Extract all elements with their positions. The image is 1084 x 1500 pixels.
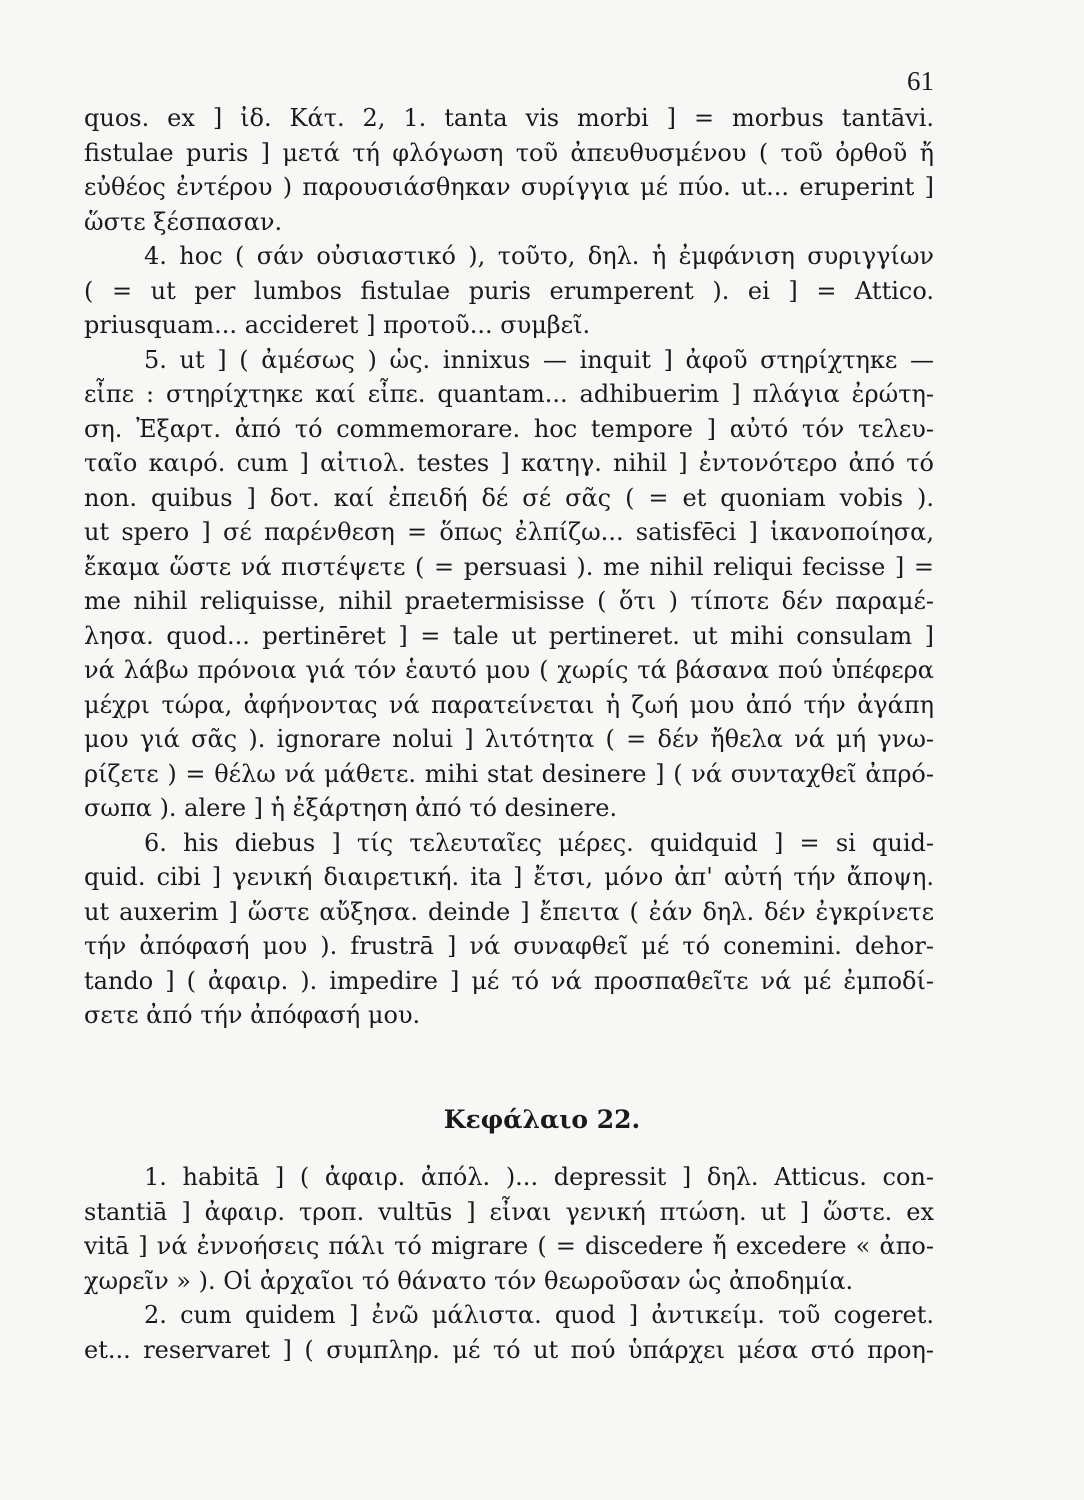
text-line: ση. Ἐξαρτ. ἀπό τό commemorare. hoc tempore ] αὐτό τόν τελευ-	[84, 414, 934, 443]
text-line: non. quibus ] δοτ. καί ἐπειδή δέ σέ σᾶς ( = et quoniam vobis ).	[84, 483, 934, 512]
text-line: ταῖο καιρό. cum ] αἰτιολ. testes ] κατηγ. nihil ] ἐντονότερο ἀπό τό	[84, 449, 934, 477]
text-line: 5. ut ] ( ἀμέσως ) ὡς. innixus — inquit ] ἀφοῦ στηρίχτηκε —	[144, 345, 934, 374]
text-line: tando ] ( ἀφαιρ. ). impedire ] μέ τό νά προσπαθεῖτε νά μέ ἐμποδί-	[84, 966, 934, 995]
text-line: μου γιά σᾶς ). ignorare nolui ] λιτότητα ( = δέν ἤθελα νά μή γνω-	[84, 725, 934, 753]
text-line: stantiā ] ἀφαιρ. τροπ. vultūs ] εἶναι γενική πτώση. ut ] ὥστε. ex	[84, 1197, 934, 1226]
text-line: fistulae puris ] μετά τή φλόγωση τοῦ ἀπευθυσμένου ( τοῦ ὀρθοῦ ἤ	[84, 138, 934, 167]
text-line: ( = ut per lumbos fistulae puris erumperent ). ei ] = Attico.	[84, 276, 934, 305]
text-line: vitā ] νά ἐννοήσεις πάλι τό migrare ( = discedere ἤ excedere « ἀπο-	[84, 1232, 934, 1260]
text-line: σετε ἀπό τήν ἀπόφασή μου.	[84, 1001, 421, 1029]
text-line: priusquam... accideret ] προτοῦ... συμβεῖ.	[84, 311, 591, 339]
text-line: ρίζετε ) = θέλω νά μάθετε. mihi stat desinere ] ( νά συνταχθεῖ ἀπρό-	[84, 759, 934, 788]
text-line: σωπα ). alere ] ἡ ἐξάρτηση ἀπό τό desinere.	[84, 794, 618, 822]
text-line: quid. cibi ] γενική διαιρετική. ita ] ἔτσι, μόνο ἀπ' αὐτή τήν ἄποψη.	[84, 863, 934, 891]
text-line: 6. his diebus ] τίς τελευταῖες μέρες. quidquid ] = si quid-	[144, 828, 934, 857]
text-line: νά λάβω πρόνοια γιά τόν ἑαυτό μου ( χωρίς τά βάσανα πού ὑπέφερα	[84, 656, 934, 684]
text-line: τήν ἀπόφασή μου ). frustrā ] νά συναφθεῖ μέ τό conemini. dehor-	[84, 932, 934, 960]
text-line: ἔκαμα ὥστε νά πιστέψετε ( = persuasi ). me nihil reliqui fecisse ] =	[84, 552, 934, 581]
text-line: ὥστε ξέσπασαν.	[84, 207, 283, 236]
page-number: 61	[907, 66, 934, 96]
text-line: χωρεῖν » ). Οἱ ἀρχαῖοι τό θάνατο τόν θεωροῦσαν ὡς ἀποδημία.	[84, 1266, 854, 1295]
text-line: ut spero ] σέ παρένθεση = ὅπως ἐλπίζω... satisfēci ] ἱκανοποίησα,	[84, 518, 934, 546]
text-line: μέχρι τώρα, ἀφήνοντας νά παρατείνεται ἡ ζωή μου ἀπό τήν ἀγάπη	[84, 690, 934, 719]
text-line: 1. habitā ] ( ἀφαιρ. ἀπόλ. )... depressit ] δηλ. Atticus. con-	[144, 1163, 934, 1191]
text-line: εὐθέος ἐντέρου ) παρουσιάσθηκαν συρίγγια μέ πύο. ut... eruperint ]	[84, 173, 934, 201]
text-line: et... reservaret ] ( συμπληρ. μέ τό ut πού ὑπάρχει μέσα στό προη-	[84, 1335, 934, 1364]
commentary-text-block-1	[84, 101, 934, 1033]
text-line: 2. cum quidem ] ἐνῶ μάλιστα. quod ] ἀντικείμ. τοῦ cogeret.	[144, 1301, 934, 1329]
chapter-heading: Κεφάλαιο 22.	[443, 1105, 641, 1134]
text-line: me nihil reliquisse, nihil praetermisisse ( ὅτι ) τίποτε δέν παραμέ-	[84, 587, 934, 615]
text-line: λησα. quod... pertinēret ] = tale ut pertineret. ut mihi consulam ]	[84, 621, 934, 650]
commentary-text-block-2	[84, 1160, 934, 1367]
text-line: εἶπε : στηρίχτηκε καί εἶπε. quantam... adhibuerim ] πλάγια ἐρώτη-	[84, 380, 934, 408]
text-line: quos. ex ] ἰδ. Κάτ. 2, 1. tanta vis morbi ] = morbus tantāvi.	[84, 104, 934, 132]
text-line: 4. hoc ( σάν οὐσιαστικό ), τοῦτο, δηλ. ἡ ἐμφάνιση συριγγίων	[144, 242, 934, 270]
text-line: ut auxerim ] ὥστε αὔξησα. deinde ] ἔπειτα ( ἐάν δηλ. δέν ἐγκρίνετε	[84, 897, 934, 926]
